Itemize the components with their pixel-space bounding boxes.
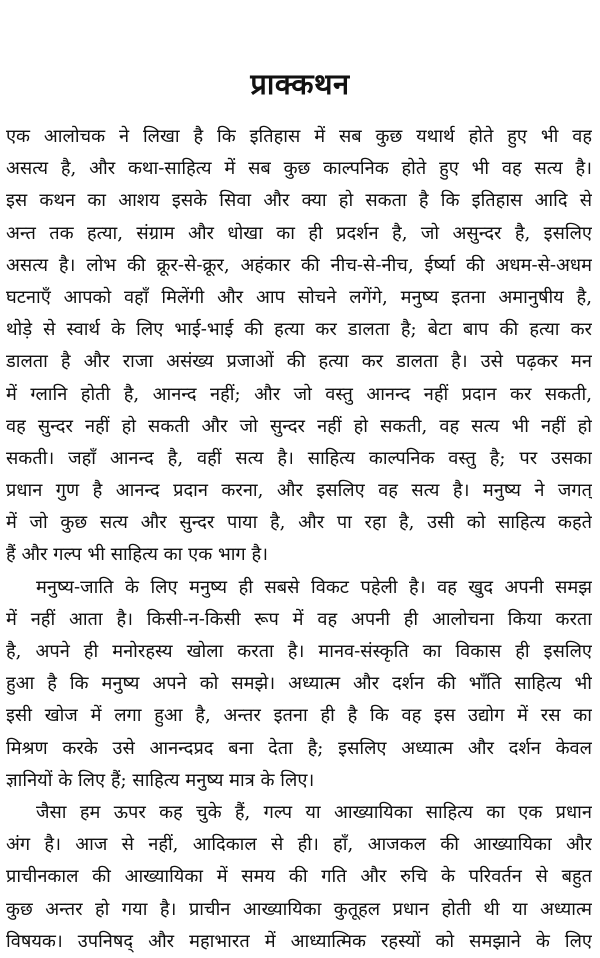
paragraph-start-line: मनुष्य-जाति के लिए मनुष्य ही सबसे विकट पहेली है। वह खुद अपनी समझ [36, 576, 592, 598]
text-line: एक आलोचक ने लिखा है कि इतिहास में सब कुछ यथार्थ होते हुए भी वह [6, 126, 592, 147]
paragraph-start-line: जैसा हम ऊपर कह चुके हैं, गल्प या आख्यायिका साहित्य का एक प्रधान [36, 801, 592, 823]
text-line: प्राचीनकाल की आख्यायिका में समय की गति और रुचि के परिवर्तन से बहुत [6, 866, 592, 888]
text-line: है, अपने ही मनोरहस्य खोला करता है। मानव-संस्कृति का विकास ही इसलिए [6, 641, 592, 662]
text-line: घटनाएँ आपको वहाँ मिलेंगी और आप सोचने लगेंगे, मनुष्य इतना अमानुषीय है, [6, 286, 592, 308]
body-text [6, 121, 592, 958]
text-line: सकती। जहाँ आनन्द है, वहीं सत्य है। साहित्य काल्पनिक वस्तु है; पर उसका [6, 447, 592, 469]
text-line: डालता है और राजा असंख्य प्रजाओं की हत्या कर डालता है। उसे पढ़कर मन [6, 351, 592, 373]
text-line: इस कथन का आशय इसके सिवा और क्या हो सकता है कि इतिहास आदि से [6, 190, 592, 212]
text-line: में नहीं आता है। किसी-न-किसी रूप में वह अपनी ही आलोचना किया करता [6, 608, 592, 630]
text-line: प्रधान गुण है आनन्द प्रदान करना, और इसलिए वह सत्य है। मनुष्य ने जगत् [6, 480, 592, 502]
page-title: प्राक्कथन [250, 67, 350, 101]
text-line: अंग है। आज से नहीं, आदिकाल से ही। हाँ, आजकल की आख्यायिका और [6, 834, 592, 856]
text-line: अन्त तक हत्या, संग्राम और धोखा का ही प्रदर्शन है, जो असुन्दर है, इसलिए [6, 222, 592, 244]
text-line: इसी खोज में लगा हुआ है, अन्तर इतना ही है कि वह इस उद्योग में रस का [6, 705, 592, 727]
text-line: विषयक। उपनिषद् और महाभारत में आध्यात्मिक रहस्यों को समझाने के लिए [6, 930, 592, 952]
text-line: वह सुन्दर नहीं हो सकती और जो सुन्दर नहीं हो सकती, वह सत्य भी नहीं हो [6, 415, 592, 437]
text-line: हुआ है कि मनुष्य अपने को समझे। अध्यात्म और दर्शन की भाँति साहित्य भी [6, 673, 592, 695]
text-line: कुछ अन्तर हो गया है। प्राचीन आख्यायिका कुतूहल प्रधान होती थी या अध्यात्म [6, 898, 592, 920]
text-line: में ग्लानि होती है, आनन्द नहीं; और जो वस्तु आनन्द नहीं प्रदान कर सकती, [6, 383, 592, 405]
text-line: मिश्रण करके उसे आनन्दप्रद बना देता है; इसलिए अध्यात्म और दर्शन केवल [6, 737, 592, 759]
text-line: असत्य है, और कथा-साहित्य में सब कुछ काल्पनिक होते हुए भी वह सत्य है। [6, 158, 592, 180]
text-line: में जो कुछ सत्य और सुन्दर पाया है, और पा रहा है, उसी को साहित्य कहते [6, 512, 592, 534]
paragraph-end-line: ज्ञानियों के लिए हैं; साहित्य मनुष्य मात्र के लिए। [6, 769, 315, 791]
text-line: थोड़े से स्वार्थ के लिए भाई-भाई की हत्या कर डालता है; बेटा बाप की हत्या कर [6, 319, 592, 341]
paragraph-end-line: हैं और गल्प भी साहित्य का एक भाग है। [6, 544, 269, 566]
text-line: असत्य है। लोभ की क्रूर-से-क्रूर, अहंकार की नीच-से-नीच, ईर्ष्या की अधम-से-अधम [6, 254, 592, 276]
